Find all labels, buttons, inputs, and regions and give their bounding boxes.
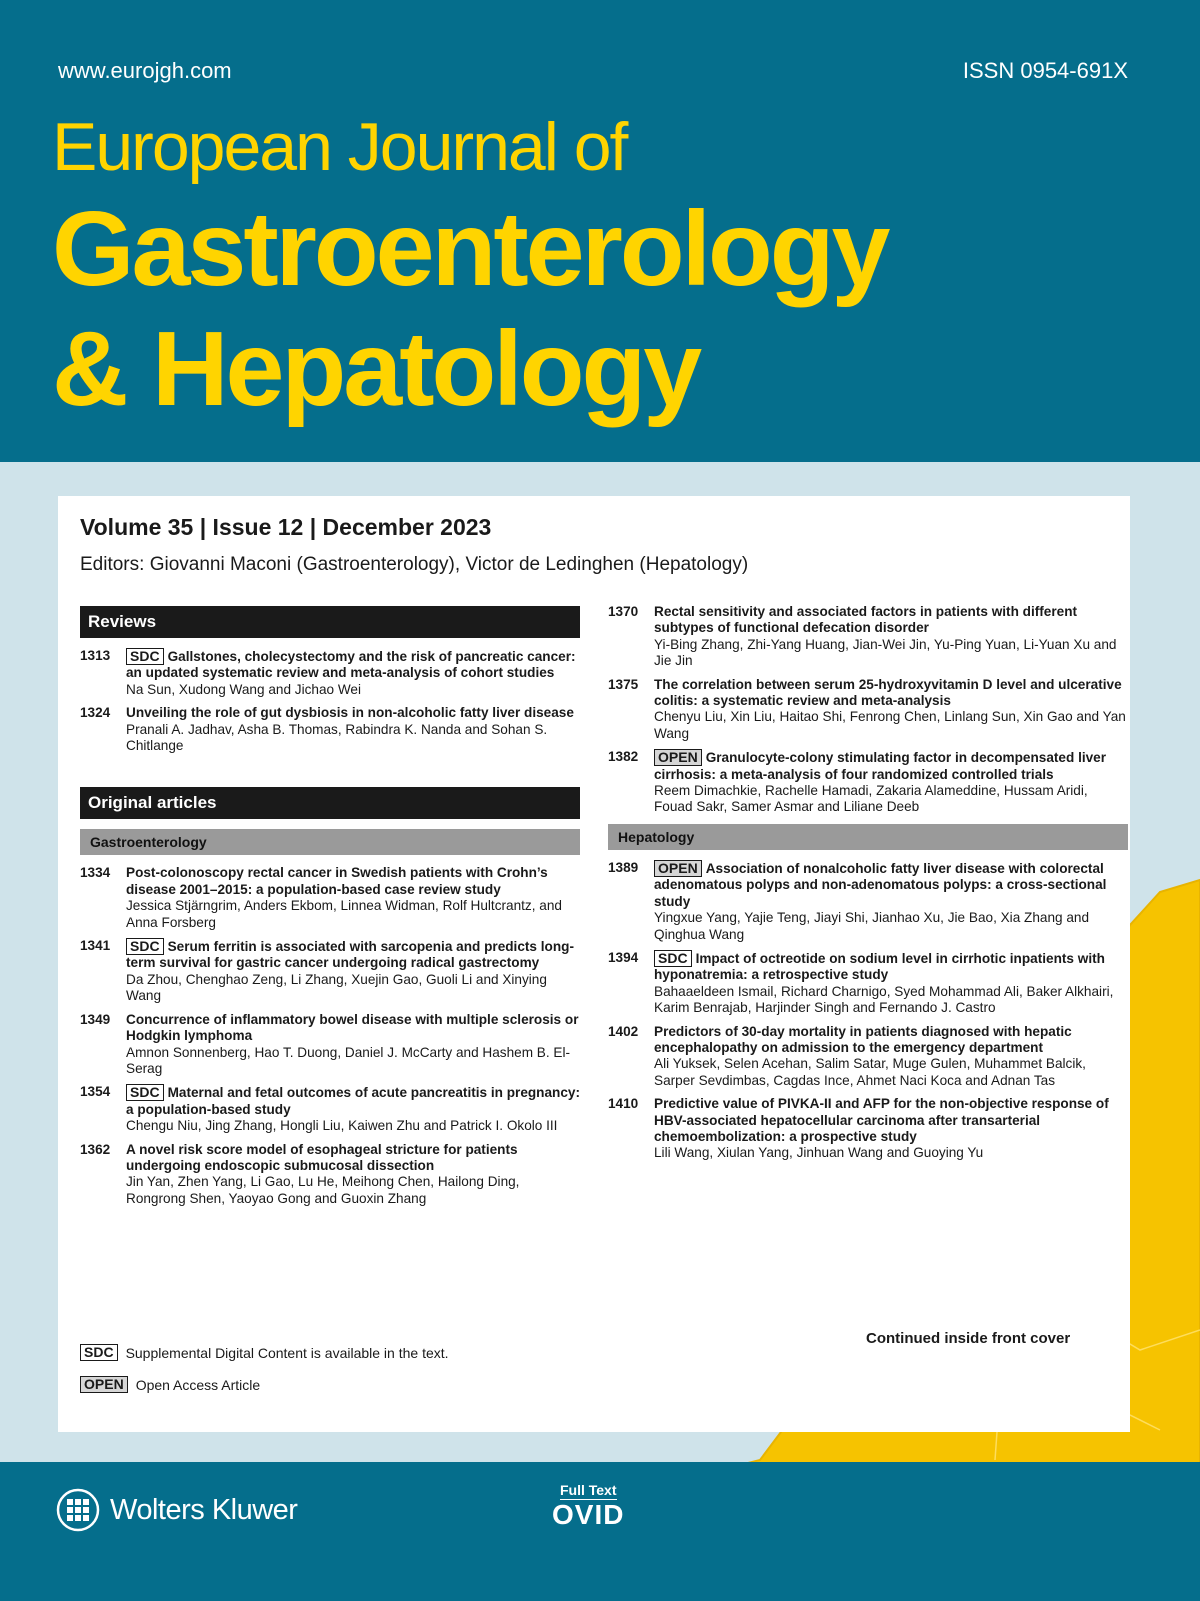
toc-entry[interactable] [80, 1084, 580, 1134]
page-number: 1402 [608, 1023, 639, 1039]
reviews-list [80, 648, 580, 754]
article-title-text: Concurrence of inflammatory bowel disease with multiple sclerosis or Hodgkin lymphoma [126, 1011, 579, 1044]
toc-right-column [608, 604, 1128, 1169]
article-title[interactable] [126, 648, 580, 682]
article-authors: Amnon Sonnenberg, Hao T. Duong, Daniel J. McCarty and Hashem B. El-Serag [126, 1044, 571, 1076]
table-of-contents-panel [58, 496, 1130, 1432]
article-authors: Ali Yuksek, Selen Acehan, Salim Satar, Muge Gulen, Muhammet Balcik, Sarper Sevdimbas, Cagdas Ince, Ahmet Naci Koca and Adnan Tas [654, 1056, 1086, 1088]
page-number: 1334 [80, 865, 111, 881]
article-title-text: Granulocyte-colony stimulating factor in decompensated liver cirrhosis: a meta-analysis of four randomized controlled trials [654, 750, 1107, 782]
toc-entry[interactable] [608, 749, 1128, 816]
toc-entry[interactable] [80, 865, 580, 931]
article-authors: Chenyu Liu, Xin Liu, Haitao Shi, Fenrong Chen, Linlang Sun, Xin Gao and Yan Wang [654, 709, 1126, 741]
toc-entry[interactable] [80, 705, 580, 754]
entry-body [654, 604, 1128, 670]
entry-body [126, 865, 580, 931]
page-number: 1389 [608, 859, 639, 875]
toc-entry[interactable] [80, 1012, 580, 1078]
hepatology-list [608, 860, 1128, 1162]
page-number: 1313 [80, 648, 111, 663]
article-title-text: Unveiling the role of gut dysbiosis in non-alcoholic fatty liver disease [126, 705, 574, 721]
sdc-badge: SDC [126, 938, 164, 955]
legend-sdc-text: Supplemental Digital Content is available in the text. [125, 1344, 449, 1361]
article-title[interactable] [654, 1096, 1128, 1145]
page-number: 1362 [80, 1141, 111, 1157]
entry-body [126, 705, 580, 754]
issn: ISSN 0954-691X [962, 58, 1128, 83]
toc-entry[interactable] [608, 1096, 1128, 1162]
legend-open [80, 1376, 260, 1393]
article-title[interactable] [654, 860, 1128, 910]
article-title[interactable] [126, 1142, 580, 1175]
ovid-label: OVID [552, 1499, 625, 1530]
toc-entry[interactable] [608, 677, 1128, 743]
sdc-badge: SDC [126, 1084, 164, 1101]
article-title-text: Impact of octreotide on sodium level in cirrhotic inpatients with hyponatremia: a retrospective study [654, 950, 1105, 983]
sdc-badge: SDC [126, 648, 164, 665]
toc-entry[interactable] [608, 860, 1128, 943]
toc-entry[interactable] [80, 1142, 580, 1208]
page-number: 1354 [80, 1084, 111, 1100]
article-title[interactable] [126, 1084, 580, 1118]
continued-note: Continued inside front cover [866, 1330, 1071, 1347]
entry-body [654, 860, 1128, 943]
open-access-badge: OPEN [654, 749, 702, 766]
article-authors: Chengu Niu, Jing Zhang, Hongli Liu, Kaiwen Zhu and Patrick I. Okolo III [126, 1118, 558, 1134]
open-access-badge: OPEN [80, 1376, 128, 1393]
page-number: 1341 [80, 938, 111, 954]
article-title-text: Post-colonoscopy rectal cancer in Swedish patients with Crohn’s disease 2001–2015: a population-based case review study [126, 865, 548, 897]
article-authors: Da Zhou, Chenghao Zeng, Li Zhang, Xuejin Gao, Guoli Li and Xinying Wang [126, 971, 547, 1004]
article-title[interactable] [126, 865, 580, 898]
issue-info: Volume 35 | Issue 12 | December 2023 [80, 514, 492, 540]
entry-body [654, 1096, 1128, 1162]
article-title-text: Rectal sensitivity and associated factors in patients with different subtypes of functional defecation disorder [654, 604, 1078, 636]
wolters-kluwer-mark-icon [56, 1488, 100, 1532]
journal-title-line-1: European Journal of [52, 109, 627, 185]
toc-entry[interactable] [608, 1024, 1128, 1090]
article-title[interactable] [126, 705, 580, 721]
wolters-kluwer-logo [56, 1488, 297, 1532]
entry-body [654, 677, 1128, 743]
article-authors: Na Sun, Xudong Wang and Jichao Wei [126, 681, 362, 697]
toc-entry[interactable] [608, 604, 1128, 670]
entry-body [654, 749, 1128, 816]
page-number: 1375 [608, 676, 639, 692]
sdc-badge: SDC [654, 950, 692, 967]
page-number: 1382 [608, 749, 639, 765]
ovid-logo [552, 1482, 624, 1530]
article-authors: Lili Wang, Xiulan Yang, Jinhuan Wang and Guoying Yu [654, 1145, 984, 1161]
article-authors: Pranali A. Jadhav, Asha B. Thomas, Rabindra K. Nanda and Sohan S. Chitlange [126, 721, 548, 754]
article-title-text: Gallstones, cholecystectomy and the risk of pancreatic cancer: an updated systematic review and meta-analysis of cohort studies [126, 649, 576, 681]
sdc-badge: SDC [80, 1344, 118, 1361]
toc-entry[interactable] [80, 648, 580, 698]
gastroenterology-list-continued [608, 604, 1128, 816]
section-header-reviews: Reviews [80, 606, 580, 638]
article-title[interactable] [126, 1012, 580, 1045]
open-access-badge: OPEN [654, 860, 702, 877]
article-authors: Yingxue Yang, Yajie Teng, Jiayi Shi, Jianhao Xu, Jie Bao, Xia Zhang and Qinghua Wang [654, 910, 1090, 942]
gastroenterology-list [80, 865, 580, 1207]
toc-entry[interactable] [608, 950, 1128, 1017]
subsection-header-hepatology: Hepatology [608, 824, 1128, 850]
page-number: 1370 [608, 604, 639, 619]
article-title-text: Predictors of 30-day mortality in patients diagnosed with hepatic encephalopathy on admission to the emergency department [654, 1023, 1072, 1055]
subsection-header-gastroenterology: Gastroenterology [80, 829, 580, 855]
article-title[interactable] [654, 749, 1128, 783]
journal-url[interactable]: www.eurojgh.com [58, 58, 232, 83]
article-title-text: The correlation between serum 25-hydroxyvitamin D level and ulcerative colitis: a systematic review and meta-analysis [654, 676, 1122, 709]
article-title[interactable] [654, 1024, 1128, 1057]
article-title-text: Association of nonalcoholic fatty liver disease with colorectal adenomatous polyps and non-adenomatous polyps: a cross-sectional study [654, 860, 1107, 909]
entry-body [126, 938, 580, 1005]
entry-body [126, 1012, 580, 1078]
toc-left-column [80, 606, 580, 1214]
entry-body [654, 950, 1128, 1017]
toc-entry[interactable] [80, 938, 580, 1005]
entry-body [126, 648, 580, 698]
section-header-original-articles: Original articles [80, 787, 580, 819]
article-authors: Jessica Stjärngrim, Anders Ekbom, Linnea Widman, Rolf Hultcrantz, and Anna Forsberg [126, 898, 562, 930]
article-title-text: Maternal and fetal outcomes of acute pancreatitis in pregnancy: a population-based study [126, 1085, 581, 1117]
article-title[interactable] [126, 938, 580, 972]
entry-body [654, 1024, 1128, 1090]
article-authors: Bahaaeldeen Ismail, Richard Charnigo, Syed Mohammad Ali, Baker Alkhairi, Karim Benrajab, Harjinder Singh and Fernando J. Castro [654, 983, 1114, 1016]
legend-open-text: Open Access Article [135, 1376, 261, 1393]
editors-info: Editors: Giovanni Maconi (Gastroenterology), Victor de Ledinghen (Hepatology) [80, 554, 749, 575]
publisher-name: Wolters Kluwer [110, 1493, 298, 1526]
article-authors: Yi-Bing Zhang, Zhi-Yang Huang, Jian-Wei Jin, Yu-Ping Yuan, Li-Yuan Xu and Jie Jin [654, 636, 1117, 669]
page-number: 1394 [608, 949, 639, 965]
page-number: 1349 [80, 1011, 111, 1027]
entry-body [126, 1142, 580, 1208]
journal-title-line-3: & Hepatology [52, 310, 700, 428]
page-number: 1324 [80, 705, 111, 721]
full-text-label: Full Text [559, 1482, 617, 1498]
article-title-text: Serum ferritin is associated with sarcopenia and predicts long-term survival for gastric cancer undergoing radical gastrectomy [126, 939, 574, 971]
article-title-text: A novel risk score model of esophageal stricture for patients undergoing endoscopic submucosal dissection [126, 1141, 518, 1173]
article-title[interactable] [654, 604, 1128, 637]
entry-body [126, 1084, 580, 1134]
article-title[interactable] [654, 950, 1128, 984]
article-title[interactable] [654, 677, 1128, 710]
article-title-text: Predictive value of PIVKA-II and AFP for the non-objective response of HBV-associated hepatocellular carcinoma after transarterial chemoembolization: a prospective study [654, 1096, 1109, 1144]
legend-sdc [80, 1344, 449, 1361]
page-number: 1410 [608, 1096, 639, 1112]
journal-title-line-2: Gastroenterology [52, 190, 888, 308]
article-authors: Jin Yan, Zhen Yang, Li Gao, Lu He, Meihong Chen, Hailong Ding, Rongrong Shen, Yaoyao Gong and Guoxin Zhang [126, 1174, 520, 1206]
article-authors: Reem Dimachkie, Rachelle Hamadi, Zakaria Alameddine, Hussam Aridi, Fouad Sakr, Samer Asmar and Liliane Deeb [654, 783, 1088, 815]
